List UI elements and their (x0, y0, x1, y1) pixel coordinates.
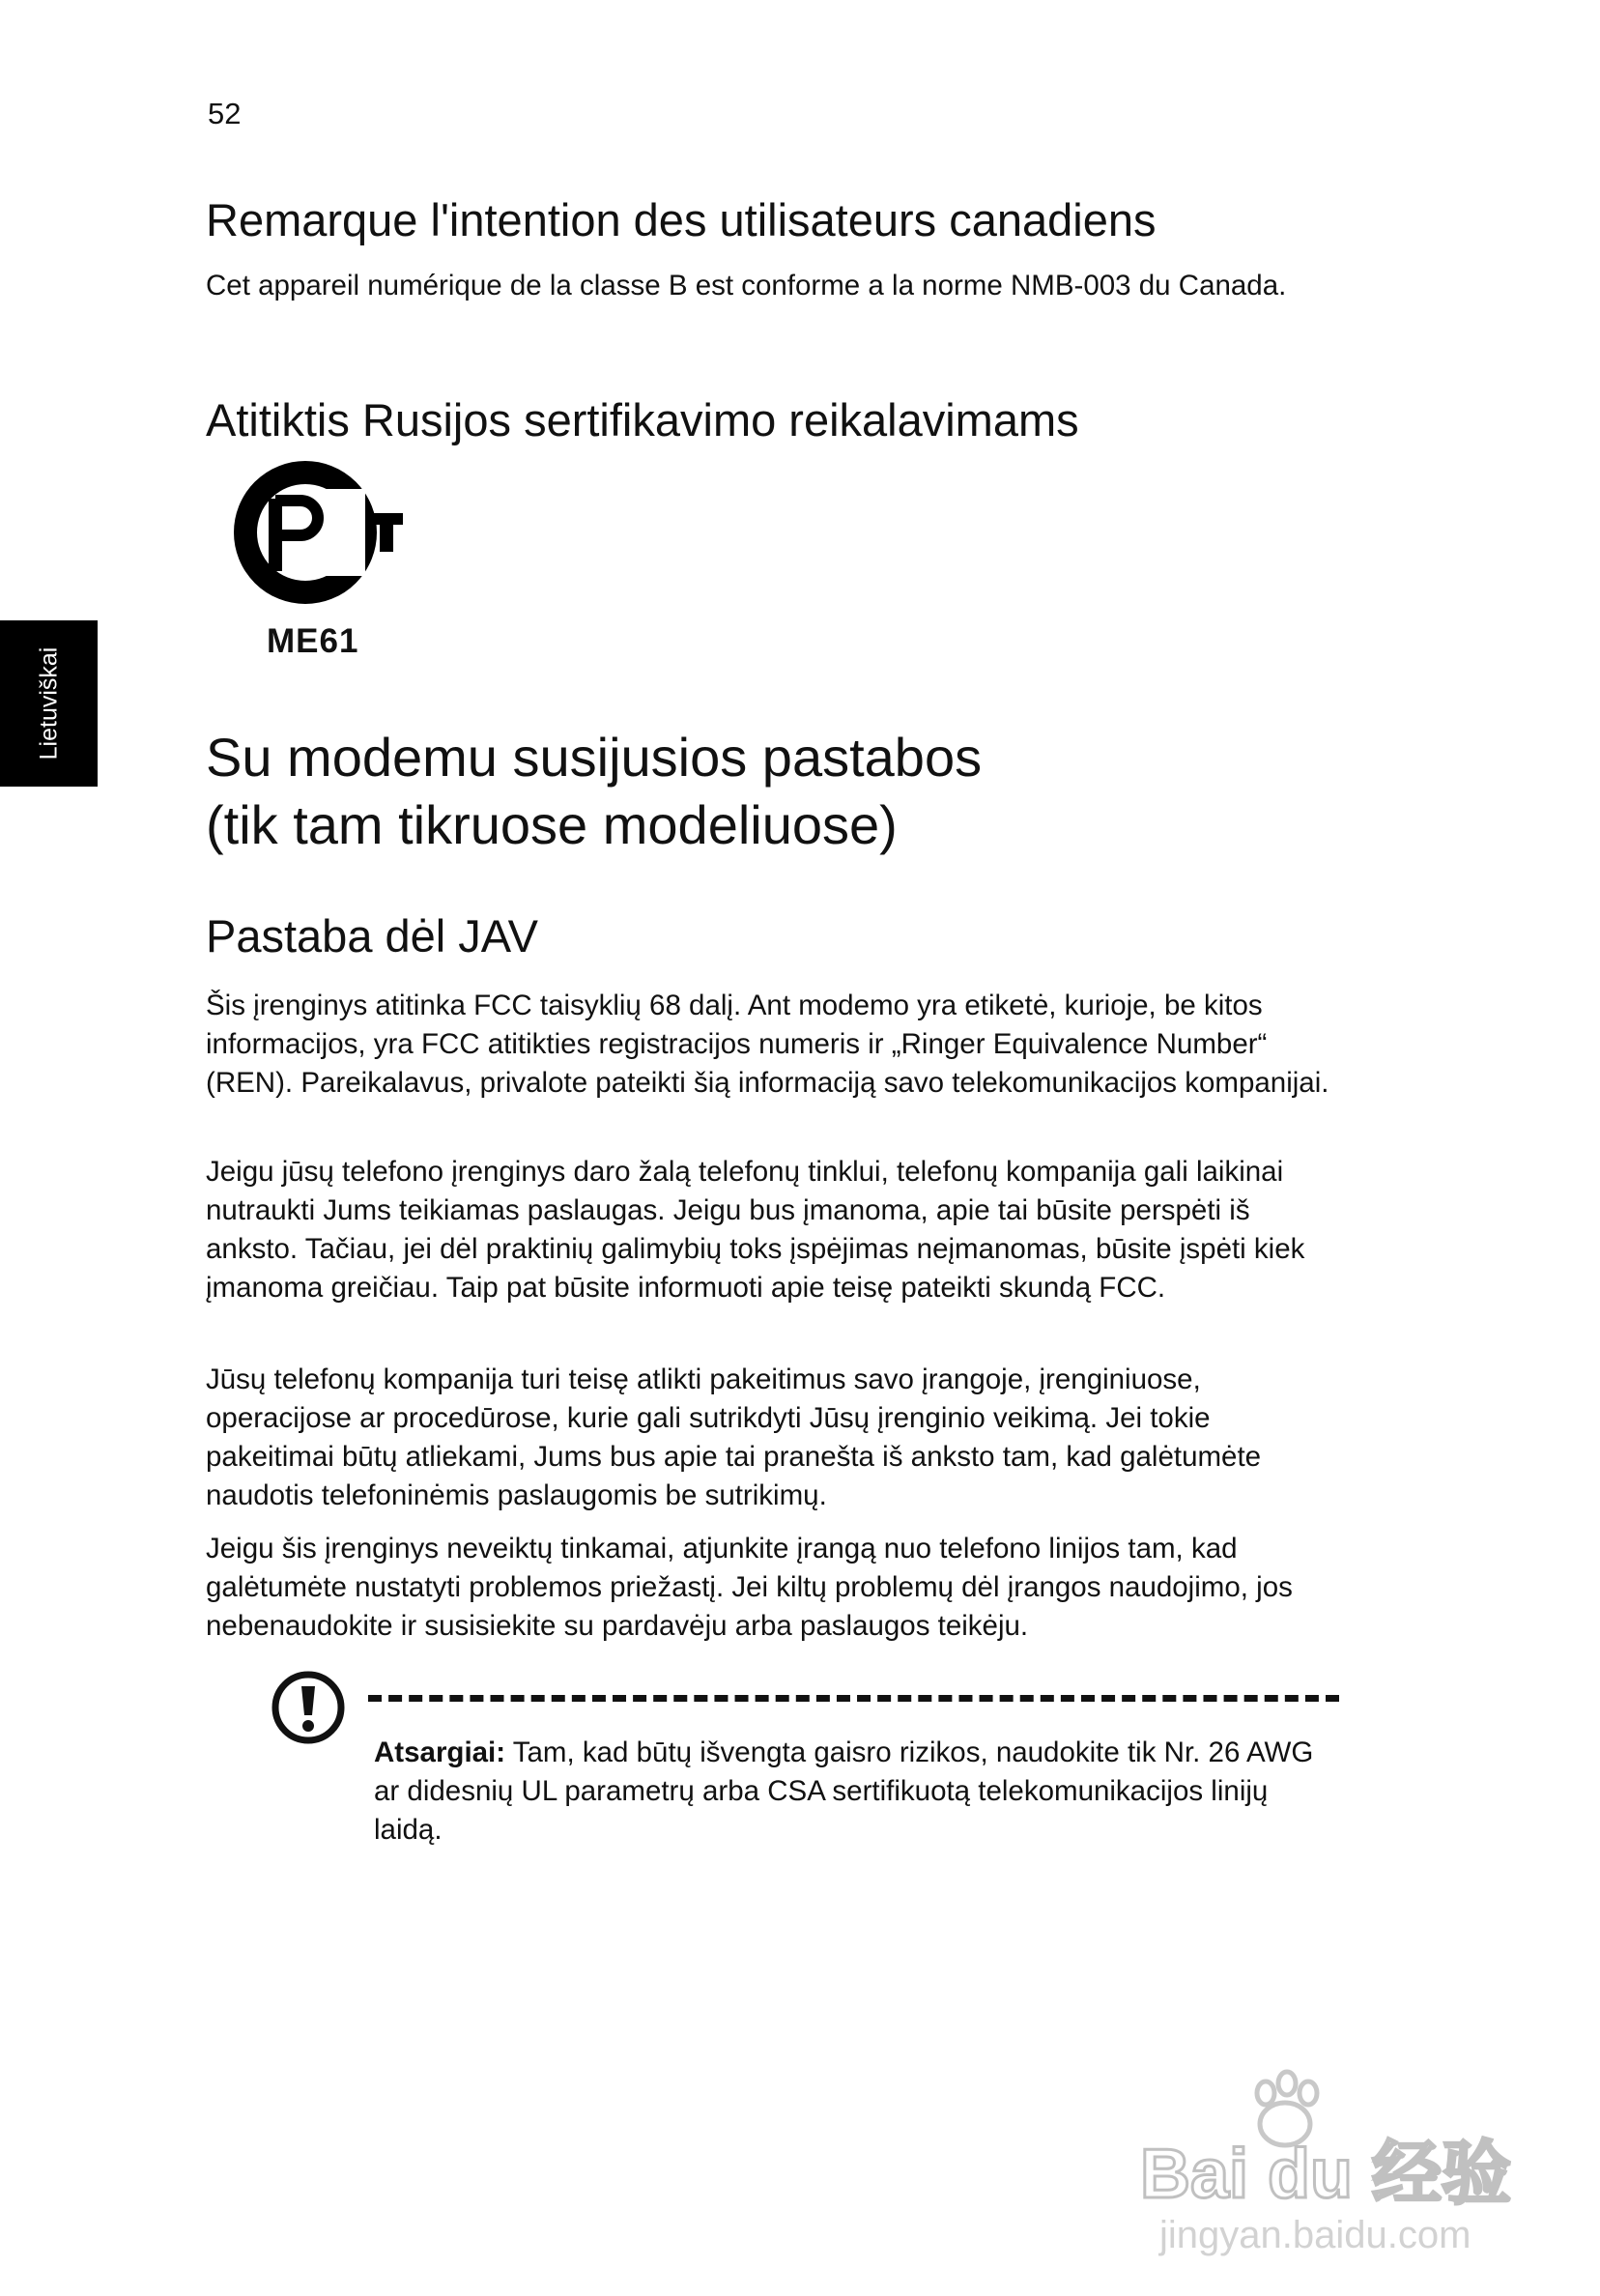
logo-code: ME61 (267, 622, 359, 660)
caution-text: Tam, kad būtų išvengta gaisro rizikos, naudokite tik Nr. 26 AWG ar didesnių UL parametrų arba CSA sertifikuotą telekomunikacijos linijų laidą. (374, 1736, 1314, 1846)
usa-heading: Pastaba dėl JAV (206, 910, 539, 961)
caution-label: Atsargiai: (374, 1736, 506, 1768)
modem-heading-line1: Su modemu susijusios pastabos (206, 727, 983, 788)
page-number: 52 (208, 97, 242, 130)
canada-text: Cet appareil numérique de la classe B est conforme a la norme NMB-003 du Canada. (206, 270, 1287, 301)
language-side-tab (0, 620, 98, 787)
caution-note (374, 1734, 1340, 1850)
usa-paragraph-1: Šis įrenginys atitinka FCC taisyklių 68 dalį. Ant modemo yra etiketė, kurioje, be kitos informacijos, yra FCC atitikties registracijos numeris ir „Ringer Equivalence Number“ (REN). Pareikalavus, privalote pateikti šią informaciją savo telekomunikacijos kompanijai. (206, 990, 1329, 1099)
usa-paragraph-2: Jeigu jūsų telefono įrenginys daro žalą telefonų tinklui, telefonų kompanija gali laikinai nutraukti Jums teikiamas paslaugas. Jeigu bus įmanoma, apie tai būsite perspėti iš anksto. Tačiau, jei dėl praktinių galimybių toks įspėjimas neįmanomas, būsite įspėti kiek įmanoma greičiau. Taip pat būsite informuoti apie teisę pateikti skundą FCC. (206, 1156, 1305, 1304)
usa-paragraph-4: Jeigu šis įrenginys neveiktų tinkamai, atjunkite įrangą nuo telefono linijos tam, kad galėtumėte nustatyti problemos priežastį. Jei kiltų problemų dėl įrangos naudojimo, jos nebenaudokite ir susisiekite su pardavėju arba paslaugos teikėju. (206, 1533, 1293, 1642)
russia-heading: Atitiktis Rusijos sertifikavimo reikalavimams (206, 394, 1079, 445)
modem-heading (206, 724, 982, 859)
language-side-tab-label: Lietuviškai (35, 646, 62, 761)
caution-divider (368, 1695, 1339, 1702)
baidu-watermark (1121, 2037, 1527, 2259)
baidu-paw-icon (1257, 2072, 1317, 2145)
usa-paragraph-3: Jūsų telefonų kompanija turi teisę atlikti pakeitimus savo įrangoje, įrenginiuose, operacijose ar procedūrose, kurie gali sutrikdyti Jūsų įrenginio veikimą. Jei tokie pakeitimai būtų atliekami, Jums bus apie tai pranešta iš anksto tam, kad galėtumėte naudotis telefoninėmis paslaugomis be sutrikimų. (206, 1363, 1262, 1511)
watermark-brand: Bai du 经验 (1140, 2136, 1512, 2213)
modem-heading-line2: (tik tam tikruose modeliuose) (206, 794, 898, 855)
exclamation-circle-icon (270, 1669, 347, 1746)
canada-heading: Remarque l'intention des utilisateurs canadiens (206, 194, 1157, 245)
watermark-url: jingyan.baidu.com (1159, 2214, 1471, 2256)
pct-certification-logo-icon (230, 460, 404, 605)
